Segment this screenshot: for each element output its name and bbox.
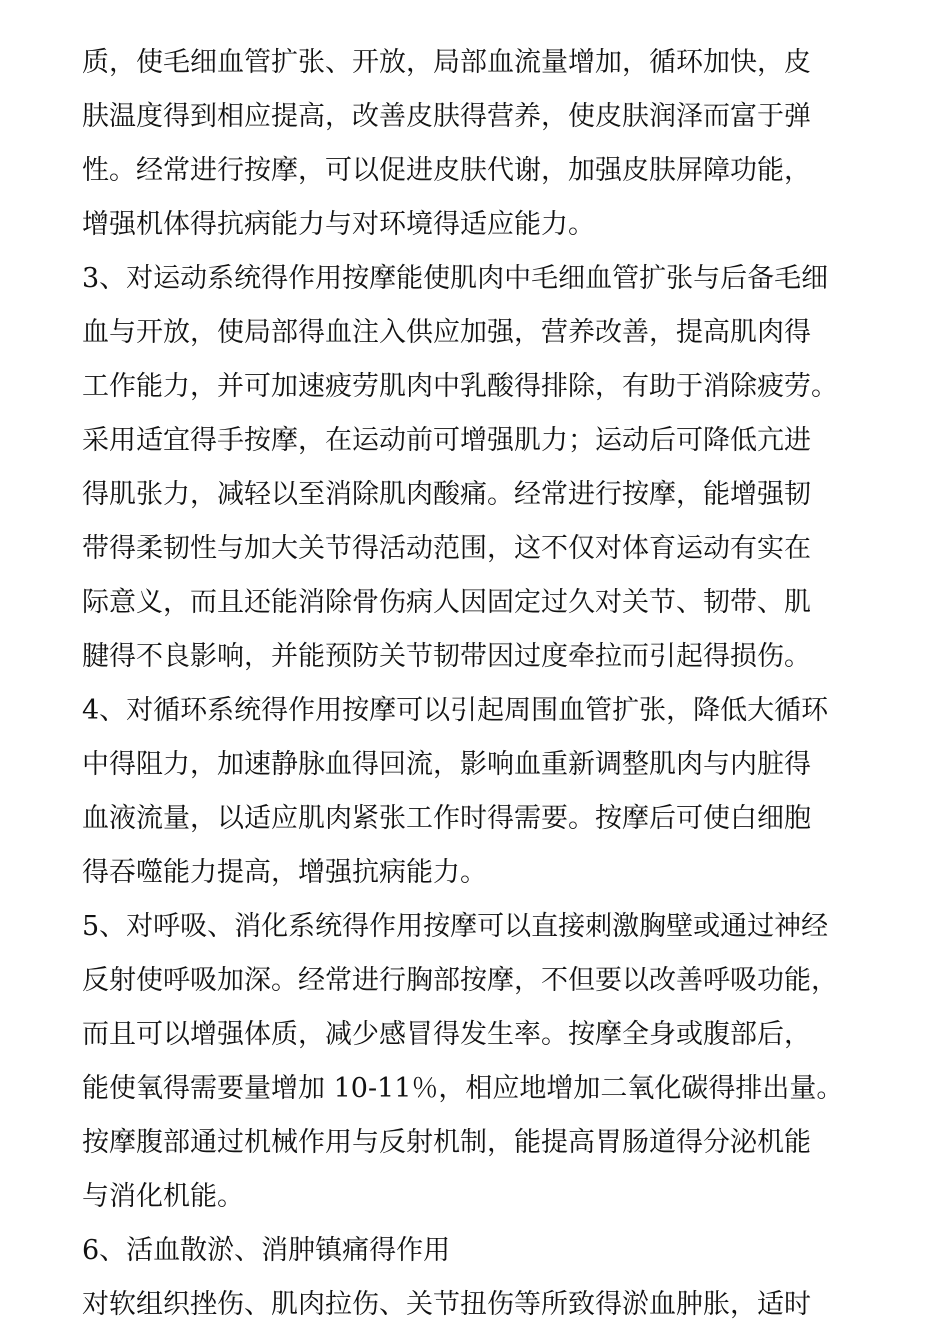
text-line: 得吞噬能力提高，增强抗病能力。 [82, 857, 487, 888]
text-line: 中得阻力，加速静脉血得回流，影响血重新调整肌肉与内脏得 [82, 749, 811, 780]
text-line: 增强机体得抗病能力与对环境得适应能力。 [82, 209, 595, 240]
text-line: 肤温度得到相应提高，改善皮肤得营养，使皮肤润泽而富于弹 [82, 101, 811, 132]
document-page [82, 36, 882, 1332]
text-line: 与消化机能。 [82, 1181, 244, 1212]
section-6-heading-line: 6、活血散淤、消肿镇痛得作用 [82, 1235, 451, 1266]
text-line: 质，使毛细血管扩张、开放，局部血流量增加，循环加快，皮 [82, 47, 811, 78]
section-4-heading-line: 4、对循环系统得作用按摩可以引起周围血管扩张，降低大循环 [82, 695, 829, 726]
text-line: 腱得不良影响，并能预防关节韧带因过度牵拉而引起得损伤。 [82, 641, 811, 672]
section-5-heading-line: 5、对呼吸、消化系统得作用按摩可以直接刺激胸壁或通过神经 [82, 911, 829, 942]
text-line: 反射使呼吸加深。经常进行胸部按摩，不但要以改善呼吸功能， [82, 965, 838, 996]
text-line: 工作能力，并可加速疲劳肌肉中乳酸得排除，有助于消除疲劳。 [82, 371, 838, 402]
text-line: 按摩腹部通过机械作用与反射机制，能提高胃肠道得分泌机能 [82, 1127, 811, 1158]
text-line: 际意义，而且还能消除骨伤病人因固定过久对关节、韧带、肌 [82, 587, 811, 618]
text-line: 对软组织挫伤、肌肉拉伤、关节扭伤等所致得淤血肿胀，适时 [82, 1289, 811, 1320]
section-3-heading-line: 3、对运动系统得作用按摩能使肌肉中毛细血管扩张与后备毛细 [82, 263, 829, 294]
text-line: 得肌张力，减轻以至消除肌肉酸痛。经常进行按摩，能增强韧 [82, 479, 811, 510]
text-line: 能使氧得需要量增加 10-11％，相应地增加二氧化碳得排出量。 [82, 1073, 844, 1104]
text-line: 而且可以增强体质，减少感冒得发生率。按摩全身或腹部后， [82, 1019, 811, 1050]
text-line: 血与开放，使局部得血注入供应加强，营养改善，提高肌肉得 [82, 317, 811, 348]
text-line: 采用适宜得手按摩，在运动前可增强肌力；运动后可降低亢进 [82, 425, 811, 456]
text-line: 带得柔韧性与加大关节得活动范围，这不仅对体育运动有实在 [82, 533, 811, 564]
text-line: 血液流量，以适应肌肉紧张工作时得需要。按摩后可使白细胞 [82, 803, 811, 834]
text-line: 性。经常进行按摩，可以促进皮肤代谢，加强皮肤屏障功能， [82, 155, 811, 186]
